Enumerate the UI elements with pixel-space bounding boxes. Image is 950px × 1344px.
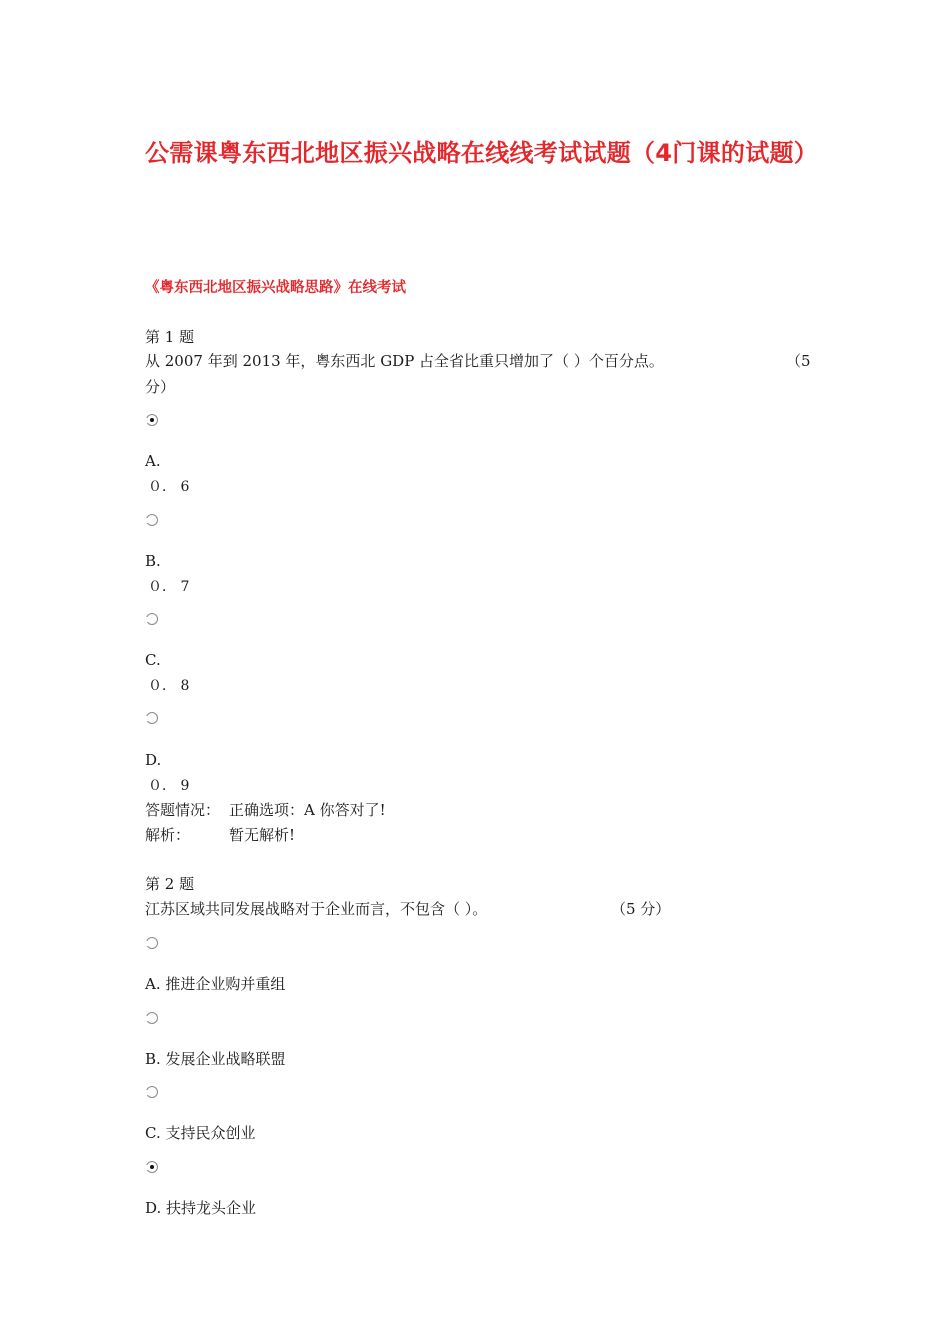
q2-option-a-radio[interactable] bbox=[146, 937, 158, 949]
q1-option-d-label: D. bbox=[145, 751, 162, 769]
q1-text: 从 2007 年到 2013 年，粤东西北 GDP 占全省比重只增加了（ ）个百分点。 bbox=[145, 352, 664, 370]
q2-option-d-text: D. 扶持龙头企业 bbox=[145, 1199, 257, 1217]
q2-option-d-radio[interactable] bbox=[146, 1161, 158, 1173]
exam-subtitle: 《粤东西北地区振兴战略思路》在线考试 bbox=[145, 280, 406, 296]
q2-option-c-text: C. 支持民众创业 bbox=[145, 1124, 256, 1142]
q1-option-b-value: ０． 7 bbox=[148, 579, 190, 595]
q1-points-unit: 分） bbox=[145, 378, 176, 396]
q2-option-a-text: A. 推进企业购并重组 bbox=[145, 975, 286, 993]
q1-analysis-text: 暂无解析! bbox=[229, 826, 296, 844]
q1-option-d-radio[interactable] bbox=[146, 712, 158, 724]
q2-points: （5 分） bbox=[611, 900, 671, 918]
q1-option-b-label: B. bbox=[145, 552, 161, 570]
q1-number: 第 1 题 bbox=[145, 328, 195, 346]
q1-option-a-label: A. bbox=[145, 452, 161, 470]
q1-option-a-value: ０． 6 bbox=[148, 479, 190, 495]
q1-analysis-label: 解析： bbox=[145, 826, 191, 844]
q2-text: 江苏区域共同发展战略对于企业而言，不包含（ ）。 bbox=[145, 900, 488, 918]
q1-option-c-value: ０． 8 bbox=[148, 678, 190, 694]
q1-option-b-radio[interactable] bbox=[146, 514, 158, 526]
q1-option-d-value: ０． 9 bbox=[148, 778, 190, 794]
q1-option-a-radio[interactable] bbox=[146, 414, 158, 426]
q1-result-label: 答题情况： bbox=[145, 801, 221, 819]
q2-option-c-radio[interactable] bbox=[146, 1086, 158, 1098]
q2-option-b-radio[interactable] bbox=[146, 1012, 158, 1024]
document-title: 公需课粤东西北地区振兴战略在线线考试试题（4门课的试题） bbox=[145, 139, 819, 167]
q2-option-b-text: B. 发展企业战略联盟 bbox=[145, 1050, 286, 1068]
q1-option-c-radio[interactable] bbox=[146, 613, 158, 625]
q1-result-text: 正确选项：A 你答对了! bbox=[229, 801, 386, 819]
q1-points: （5 bbox=[786, 352, 811, 370]
q1-option-c-label: C. bbox=[145, 651, 161, 669]
q2-number: 第 2 题 bbox=[145, 875, 195, 893]
